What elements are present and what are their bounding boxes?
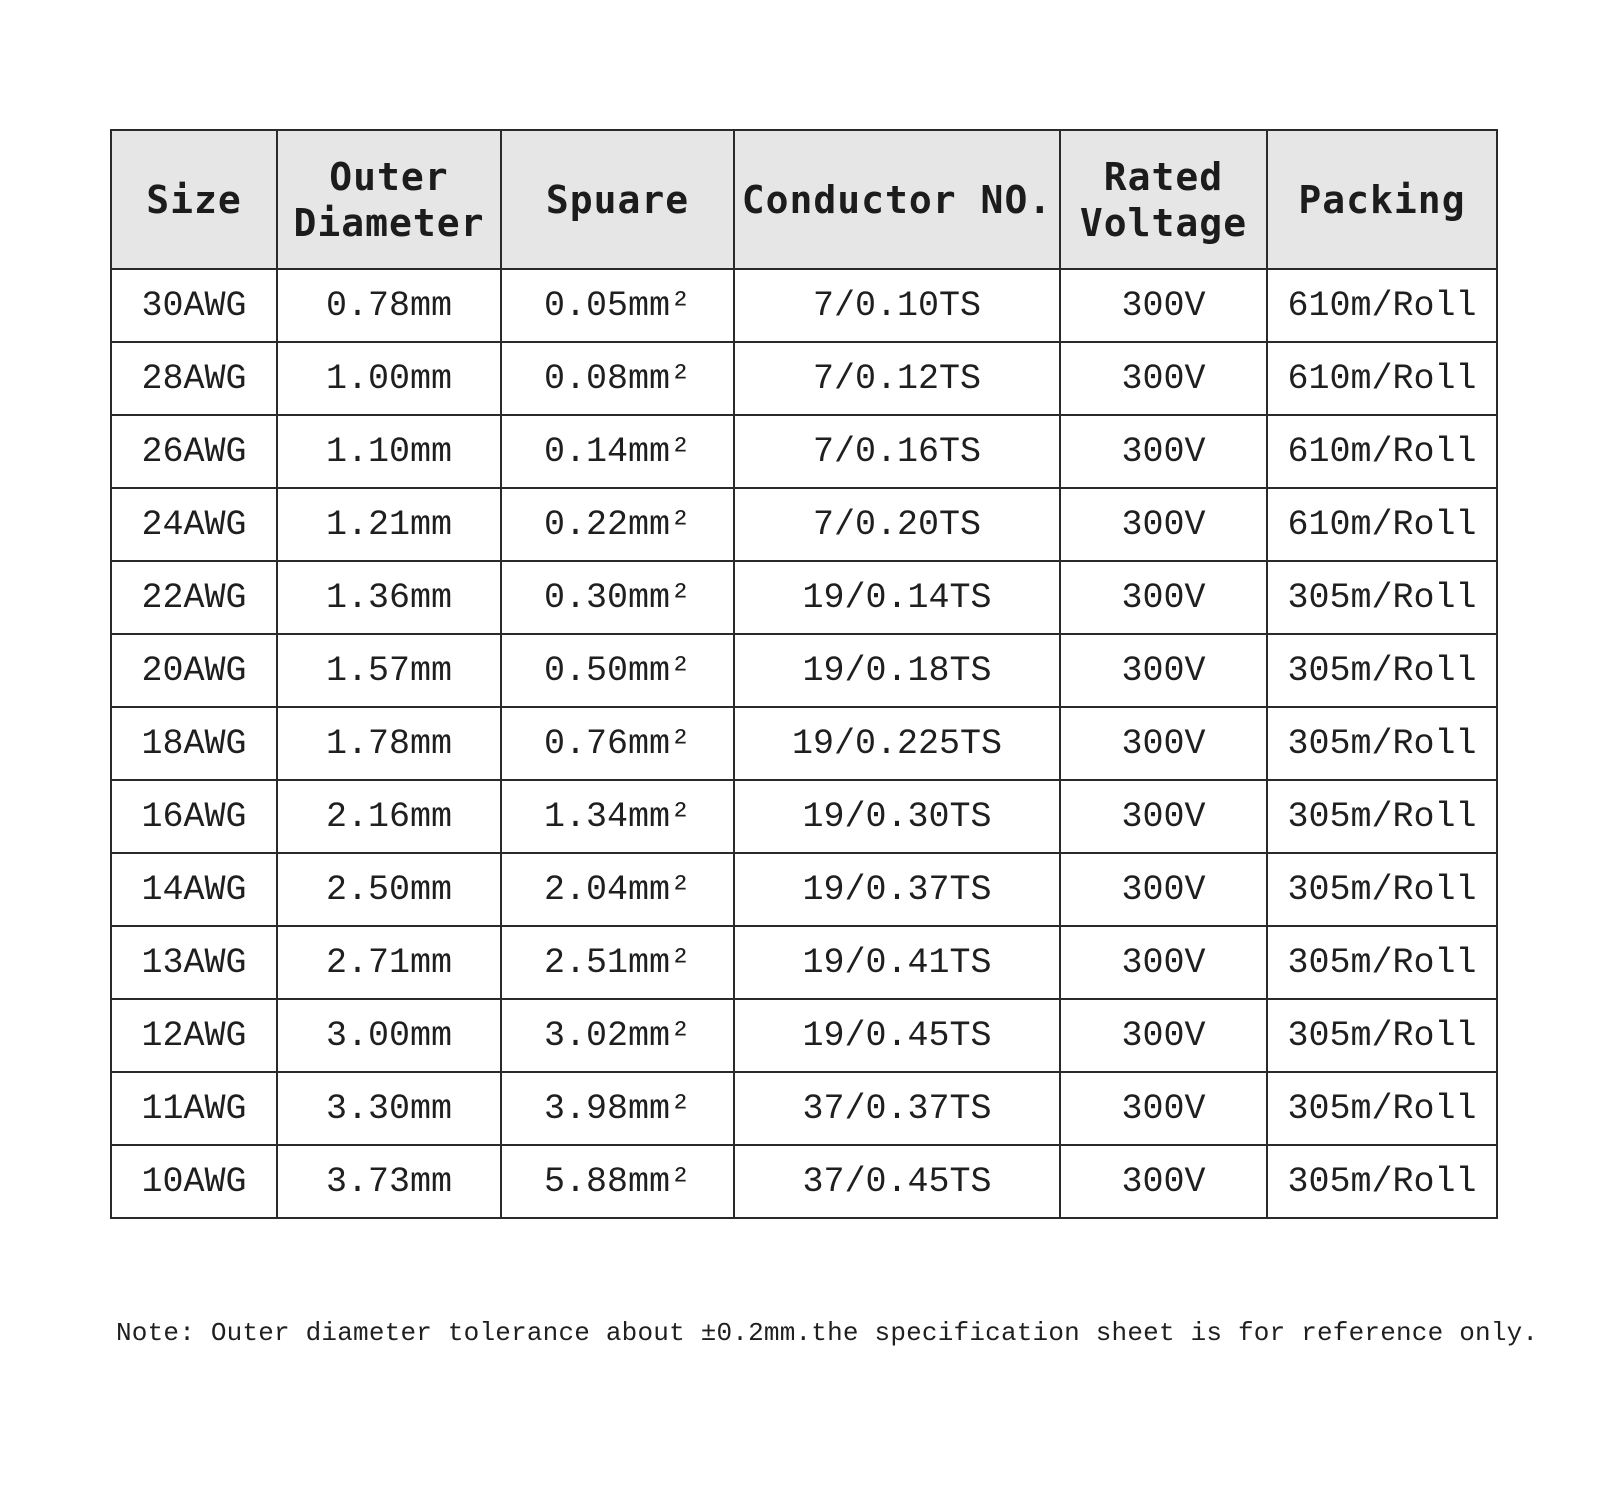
cell-size: 26AWG bbox=[111, 415, 277, 488]
cell-outer-diameter: 2.50mm bbox=[277, 853, 501, 926]
cell-outer-diameter: 1.78mm bbox=[277, 707, 501, 780]
cell-size: 12AWG bbox=[111, 999, 277, 1072]
cell-rated-voltage: 300V bbox=[1060, 707, 1267, 780]
cell-outer-diameter: 3.30mm bbox=[277, 1072, 501, 1145]
cell-outer-diameter: 2.71mm bbox=[277, 926, 501, 999]
cell-rated-voltage: 300V bbox=[1060, 1072, 1267, 1145]
cell-rated-voltage: 300V bbox=[1060, 926, 1267, 999]
cell-size: 13AWG bbox=[111, 926, 277, 999]
cell-square: 2.51mm² bbox=[501, 926, 734, 999]
cell-packing: 610m/Roll bbox=[1267, 488, 1497, 561]
cell-square: 3.02mm² bbox=[501, 999, 734, 1072]
cell-outer-diameter: 0.78mm bbox=[277, 269, 501, 342]
cell-rated-voltage: 300V bbox=[1060, 488, 1267, 561]
cell-size: 11AWG bbox=[111, 1072, 277, 1145]
table-row bbox=[111, 1072, 1497, 1145]
cell-conductor-no: 19/0.30TS bbox=[734, 780, 1060, 853]
cell-size: 28AWG bbox=[111, 342, 277, 415]
column-header-label: Spuare bbox=[545, 177, 690, 222]
cell-packing: 305m/Roll bbox=[1267, 634, 1497, 707]
table-row bbox=[111, 269, 1497, 342]
column-header-square bbox=[501, 130, 734, 269]
column-header-rated-voltage bbox=[1060, 130, 1267, 269]
cell-square: 0.30mm² bbox=[501, 561, 734, 634]
table-row bbox=[111, 780, 1497, 853]
cell-packing: 305m/Roll bbox=[1267, 1072, 1497, 1145]
cell-square: 1.34mm² bbox=[501, 780, 734, 853]
cell-packing: 305m/Roll bbox=[1267, 561, 1497, 634]
cell-size: 30AWG bbox=[111, 269, 277, 342]
table-row bbox=[111, 561, 1497, 634]
cell-square: 3.98mm² bbox=[501, 1072, 734, 1145]
cell-rated-voltage: 300V bbox=[1060, 634, 1267, 707]
cell-packing: 610m/Roll bbox=[1267, 269, 1497, 342]
cell-conductor-no: 19/0.37TS bbox=[734, 853, 1060, 926]
cell-size: 24AWG bbox=[111, 488, 277, 561]
header-row bbox=[111, 130, 1497, 269]
column-header-conductor-no bbox=[734, 130, 1060, 269]
column-header-outer-diameter bbox=[277, 130, 501, 269]
column-header-label: Packing bbox=[1298, 177, 1466, 222]
cell-square: 5.88mm² bbox=[501, 1145, 734, 1218]
cell-packing: 610m/Roll bbox=[1267, 415, 1497, 488]
cell-size: 18AWG bbox=[111, 707, 277, 780]
cell-packing: 305m/Roll bbox=[1267, 780, 1497, 853]
cell-rated-voltage: 300V bbox=[1060, 415, 1267, 488]
cell-packing: 610m/Roll bbox=[1267, 342, 1497, 415]
table-row bbox=[111, 342, 1497, 415]
cell-packing: 305m/Roll bbox=[1267, 853, 1497, 926]
cell-rated-voltage: 300V bbox=[1060, 342, 1267, 415]
cell-rated-voltage: 300V bbox=[1060, 269, 1267, 342]
table-row bbox=[111, 488, 1497, 561]
cell-square: 2.04mm² bbox=[501, 853, 734, 926]
table-row bbox=[111, 926, 1497, 999]
cell-outer-diameter: 1.00mm bbox=[277, 342, 501, 415]
cell-size: 10AWG bbox=[111, 1145, 277, 1218]
table-row bbox=[111, 415, 1497, 488]
cell-outer-diameter: 3.00mm bbox=[277, 999, 501, 1072]
cell-outer-diameter: 1.10mm bbox=[277, 415, 501, 488]
column-header-label: Conductor NO. bbox=[741, 177, 1053, 222]
cell-packing: 305m/Roll bbox=[1267, 999, 1497, 1072]
cell-rated-voltage: 300V bbox=[1060, 853, 1267, 926]
table-row bbox=[111, 1145, 1497, 1218]
cell-square: 0.05mm² bbox=[501, 269, 734, 342]
cell-outer-diameter: 1.36mm bbox=[277, 561, 501, 634]
cell-conductor-no: 19/0.225TS bbox=[734, 707, 1060, 780]
cell-size: 22AWG bbox=[111, 561, 277, 634]
cell-square: 0.50mm² bbox=[501, 634, 734, 707]
cell-rated-voltage: 300V bbox=[1060, 780, 1267, 853]
cell-square: 0.76mm² bbox=[501, 707, 734, 780]
cell-conductor-no: 19/0.14TS bbox=[734, 561, 1060, 634]
table-header bbox=[111, 130, 1497, 269]
table-body bbox=[111, 269, 1497, 1218]
cell-conductor-no: 7/0.10TS bbox=[734, 269, 1060, 342]
cell-outer-diameter: 1.57mm bbox=[277, 634, 501, 707]
cell-rated-voltage: 300V bbox=[1060, 999, 1267, 1072]
cell-conductor-no: 19/0.45TS bbox=[734, 999, 1060, 1072]
cell-conductor-no: 7/0.20TS bbox=[734, 488, 1060, 561]
table-row bbox=[111, 853, 1497, 926]
cell-square: 0.14mm² bbox=[501, 415, 734, 488]
cell-packing: 305m/Roll bbox=[1267, 926, 1497, 999]
cell-conductor-no: 7/0.12TS bbox=[734, 342, 1060, 415]
footnote: Note: Outer diameter tolerance about ±0.2mm.the specification sheet is for reference only. bbox=[116, 1318, 1539, 1348]
table-row bbox=[111, 999, 1497, 1072]
cell-rated-voltage: 300V bbox=[1060, 1145, 1267, 1218]
cell-conductor-no: 7/0.16TS bbox=[734, 415, 1060, 488]
cell-outer-diameter: 1.21mm bbox=[277, 488, 501, 561]
cell-conductor-no: 37/0.45TS bbox=[734, 1145, 1060, 1218]
column-header-packing bbox=[1267, 130, 1497, 269]
table-row bbox=[111, 634, 1497, 707]
cell-conductor-no: 19/0.18TS bbox=[734, 634, 1060, 707]
cell-outer-diameter: 3.73mm bbox=[277, 1145, 501, 1218]
wire-spec-table bbox=[110, 129, 1498, 1219]
cell-size: 16AWG bbox=[111, 780, 277, 853]
cell-size: 14AWG bbox=[111, 853, 277, 926]
cell-square: 0.08mm² bbox=[501, 342, 734, 415]
column-header-label: Outer Diameter bbox=[293, 154, 485, 245]
column-header-size bbox=[111, 130, 277, 269]
cell-outer-diameter: 2.16mm bbox=[277, 780, 501, 853]
column-header-label: Rated Voltage bbox=[1079, 154, 1248, 245]
cell-rated-voltage: 300V bbox=[1060, 561, 1267, 634]
cell-size: 20AWG bbox=[111, 634, 277, 707]
cell-square: 0.22mm² bbox=[501, 488, 734, 561]
cell-packing: 305m/Roll bbox=[1267, 1145, 1497, 1218]
column-header-label: Size bbox=[146, 177, 242, 222]
cell-conductor-no: 19/0.41TS bbox=[734, 926, 1060, 999]
cell-conductor-no: 37/0.37TS bbox=[734, 1072, 1060, 1145]
cell-packing: 305m/Roll bbox=[1267, 707, 1497, 780]
table-row bbox=[111, 707, 1497, 780]
